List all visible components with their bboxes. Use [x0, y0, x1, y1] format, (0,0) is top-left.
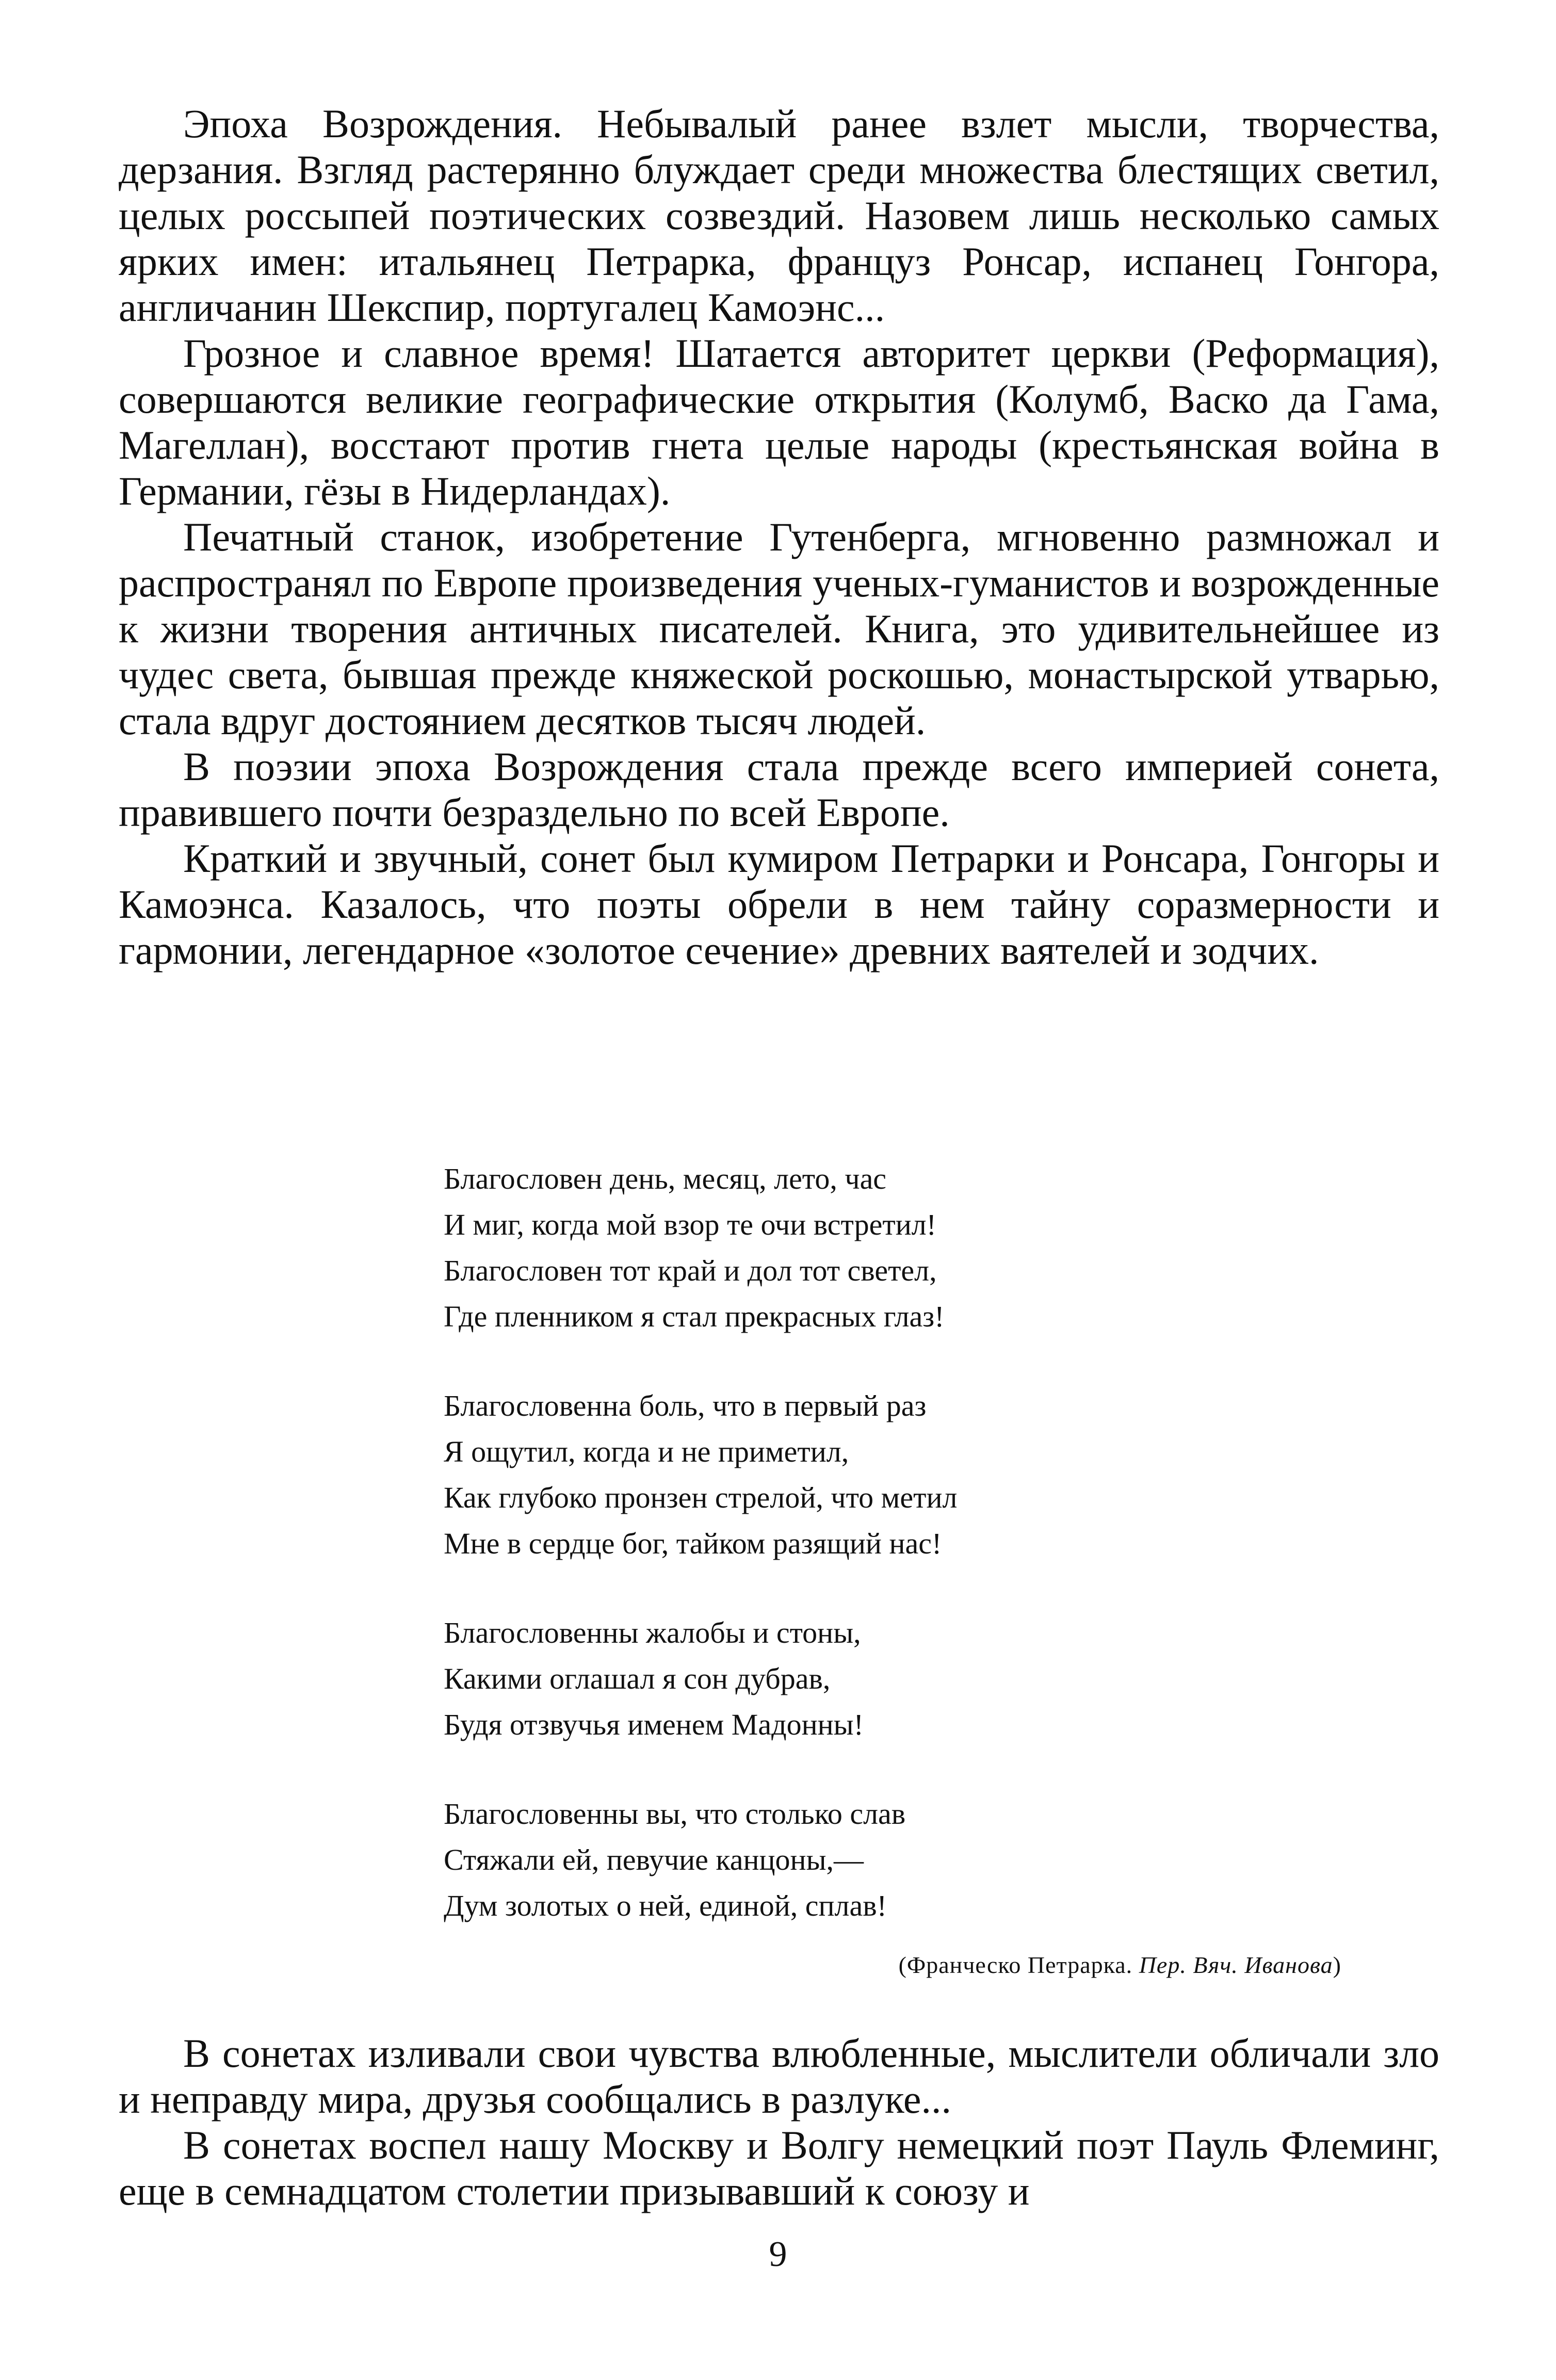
- verse-line: Благословенны жалобы и стоны,: [444, 1616, 861, 1649]
- verse-line: Благословен день, месяц, лето, час: [444, 1162, 887, 1195]
- verse-line: Мне в сердце бог, тайком разящий нас!: [444, 1527, 942, 1560]
- stanza-3: [444, 1610, 1321, 1747]
- paragraph: Эпоха Возрождения. Небывалый ранее взлет мысли, творчества, дерзания. Взгляд растерянно блуждает среди множества блестящих светил, целых россыпей поэтических созвездий. Назовем лишь несколько самых ярких имен: итальянец Петрарка, француз Ронсар, испанец Гонгора, англичанин Шекспир, португалец Камоэнс...: [119, 101, 1439, 330]
- paragraph: В сонетах изливали свои чувства влюбленные, мыслители обличали зло и неправду мира, друзья сообщались в разлуке...: [119, 2031, 1439, 2122]
- stanza-1: [444, 1156, 1321, 1339]
- attribution-close: ): [1333, 1952, 1341, 1978]
- poem-attribution: [598, 1951, 1341, 1979]
- page-number: 9: [769, 2235, 787, 2274]
- verse-line: Благословенна боль, что в первый раз: [444, 1389, 927, 1422]
- verse-line: Как глубоко пронзен стрелой, что метил: [444, 1481, 958, 1514]
- verse-line: Дум золотых о ней, единой, сплав!: [444, 1889, 887, 1922]
- attribution-translator: Пер. Вяч. Иванова: [1139, 1952, 1333, 1978]
- prose-top: [119, 101, 1439, 973]
- verse-line: Будя отзвучья именем Мадонны!: [444, 1708, 864, 1741]
- verse-line: Какими оглашал я сон дубрав,: [444, 1662, 831, 1695]
- stanza-4: [444, 1791, 1321, 1929]
- attribution-author: (Франческо Петрарка.: [898, 1952, 1139, 1978]
- verse-line: И миг, когда мой взор те очи встретил!: [444, 1208, 936, 1241]
- paragraph: Грозное и славное время! Шатается авторитет церкви (Реформация), совершаются великие географические открытия (Колумб, Васко да Гама, Магеллан), восстают против гнета целые народы (крестьянская война в Германии, гёзы в Нидерландах).: [119, 331, 1439, 513]
- paragraph: Краткий и звучный, сонет был кумиром Петрарки и Ронсара, Гонгоры и Камоэнса. Казалось, что поэты обрели в нем тайну соразмерности и гармонии, легендарное «золотое сечение» древних ваятелей и зодчих.: [119, 836, 1439, 973]
- verse-line: Благословенны вы, что столько слав: [444, 1797, 906, 1831]
- prose-bottom: [119, 2030, 1439, 2214]
- sonnet: [444, 1156, 1321, 1929]
- verse-line: Я ощутил, когда и не приметил,: [444, 1435, 849, 1468]
- paragraph: В поэзии эпоха Возрождения стала прежде всего империей сонета, правившего почти безраздельно по всей Европе.: [119, 744, 1439, 835]
- stanza-2: [444, 1383, 1321, 1566]
- verse-line: Благословен тот край и дол тот светел,: [444, 1254, 937, 1287]
- verse-line: Стяжали ей, певучие канцоны,—: [444, 1843, 864, 1876]
- verse-line: Где пленником я стал прекрасных глаз!: [444, 1300, 945, 1333]
- paragraph: В сонетах воспел нашу Москву и Волгу немецкий поэт Пауль Флеминг, еще в семнадцатом столетии призывавший к союзу и: [119, 2123, 1439, 2213]
- paragraph: Печатный станок, изобретение Гутенберга, мгновенно размножал и распространял по Европе произведения ученых-гуманистов и возрожденные к жизни творения античных писателей. Книга, это удивительнейшее из чудес света, бывшая прежде княжеской роскошью, монастырской утварью, стала вдруг достоянием десятков тысяч людей.: [119, 514, 1439, 743]
